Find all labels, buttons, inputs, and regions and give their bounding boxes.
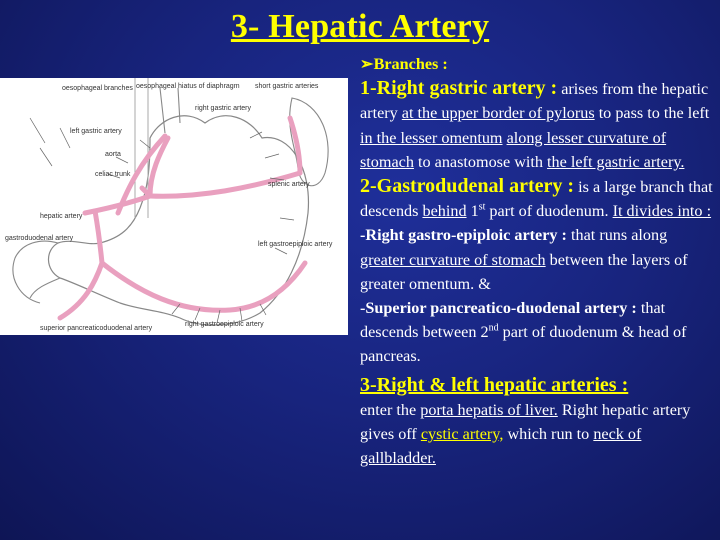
content-text — [360, 52, 716, 470]
label-left-gastroepiploic: left gastroepiploic artery — [258, 241, 333, 248]
sub-right-gastroepiploic: -Right gastro-epiploic artery : that runs along greater curvature of stomach between the layers of greater omentum. & — [360, 226, 688, 293]
label-short-gastric: short gastric arteries — [255, 83, 319, 90]
section-gastroduodenal: 2-Gastrodudenal artery : is a large branch that descends behind 1st part of duodenum. It divides into : — [360, 175, 713, 221]
heading-gastroduodenal: 2-Gastrodudenal artery : — [360, 175, 575, 198]
label-right-gastric: right gastric artery — [195, 105, 252, 112]
label-splenic: splenic artery — [268, 181, 310, 188]
section-right-gastric: 1-Right gastric artery : arises from the hepatic artery at the upper border of pylorus to pass to the left in the lesser omentum along lesser curvature of stomach to anastomose with the left gastric artery. — [360, 77, 710, 171]
label-coeliac: celiac trunk — [95, 171, 131, 178]
label-hiatus: oesophageal hiatus of diaphragm — [136, 83, 240, 90]
short-gastric-path — [290, 118, 300, 173]
label-oesophageal: oesophageal branches — [62, 85, 133, 92]
stomach-arteries-diagram — [0, 78, 348, 335]
heading-hepatic-arteries: 3-Right & left hepatic arteries : — [360, 373, 629, 396]
superior-pancreaticoduodenal-path — [60, 263, 102, 318]
section-hepatic-arteries: 3-Right & left hepatic arteries : enter the porta hepatis of liver. Right hepatic artery gives off cystic artery, which run to neck of gallbladder. — [360, 373, 691, 468]
gastroduodenal-artery-path — [95, 211, 102, 263]
arrow-bullet-icon: ➢ — [360, 55, 374, 73]
label-superior-pancreaticoduodenal: superior pancreaticoduodenal artery — [40, 325, 153, 332]
page-title: 3- Hepatic Artery — [230, 8, 490, 45]
label-aorta: aorta — [105, 151, 121, 158]
oesophagus-outline — [160, 88, 180, 133]
sub-superior-pancreaticoduodenal: -Superior pancreatico-duodenal artery : that descends between 2nd part of duodenum & head of pancreas. — [360, 299, 687, 366]
label-gastroduodenal: gastroduodenal artery — [5, 235, 74, 242]
label-right-gastroepiploic: right gastroepiploic artery — [185, 321, 264, 328]
right-gastroepiploic-path — [102, 263, 305, 310]
heading-right-gastric: 1-Right gastric artery : — [360, 77, 558, 100]
label-left-gastric: left gastric artery — [70, 128, 122, 135]
branches-heading: ➢Branches : — [360, 55, 448, 73]
label-hepatic: hepatic artery — [40, 213, 83, 220]
